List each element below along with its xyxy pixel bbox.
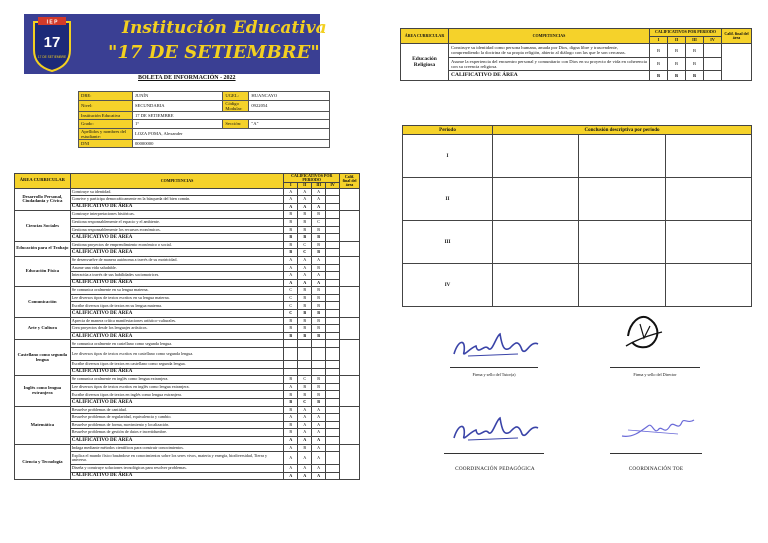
grade-cell [312,348,326,361]
competency-row [15,340,360,348]
area-name: Inglés como lengua extranjera [15,376,71,406]
codigo-value: 0922054 [249,100,330,111]
tutor-signature-icon [448,326,548,366]
grade-cell: B [298,391,312,399]
tutor-signature-line [450,367,538,368]
grade-cell: A [312,406,326,414]
grade-cell: A [312,279,326,287]
final-grade-cell [340,376,360,406]
grade-cell: C [298,376,312,384]
grade-cell: B [298,287,312,295]
grade-cell: B [284,249,298,257]
area-total-label: CALIFICATIVO DE ÁREA [70,310,284,318]
tutor-signature-label: Firma y sello del Tutor(a) [472,372,516,377]
grade-cell-empty [326,465,340,473]
grade-cell-empty [326,348,340,361]
grade-cell: B [284,325,298,333]
grade-cell-empty [326,406,340,414]
grade-cell: A [312,272,326,280]
header-period: IV [326,183,340,188]
grade-cell: B [284,421,298,429]
area-name: Castellano como segunda lengua [15,340,71,376]
grade-cell: B [284,317,298,325]
competency-text: Indaga mediante métodos científicos para construir conocimientos. [70,444,284,452]
header-period: I [284,183,298,188]
rel-header-cal: CALIFICATIVOS POR PERIODO [650,29,722,37]
grade-cell: A [284,279,298,287]
grade-cell: B [312,249,326,257]
grade-cell-empty [326,203,340,211]
area-name: Matemática [15,406,71,444]
competency-text: Lee diversos tipos de textos escritos en inglés como lengua extranjera. [70,383,284,391]
nombre-value: LOZA POMA, Alexander [133,128,330,139]
grade-cell-empty [326,429,340,437]
grade-cell [284,348,298,361]
coord-ped-signature-icon [448,410,548,450]
grade-cell-empty [326,241,340,249]
competency-text: Explica el mundo físico basándose en conocimientos sobre los seres vivos, materia y energía, biodiversidad, Tierra y universo. [70,452,284,465]
coord-toe-label: COORDINACIÓN TOE [628,466,684,472]
grade-cell: B [298,317,312,325]
grade-cell: C [284,302,298,310]
competency-text: Construye su identidad. [70,188,284,196]
seccion-value: "A" [249,120,330,129]
ugel-label: UGEL: [223,92,249,101]
grade-cell: B [298,310,312,318]
grade-cell: A [312,196,326,204]
competency-row [15,211,360,219]
rel-header-final: Calif. final del área [722,29,752,44]
nombre-label: Apellidos y nombres del estudiante: [79,128,133,139]
grade-cell-empty [326,452,340,465]
grade-cell: A [312,429,326,437]
grade-cell-empty [326,294,340,302]
area-total-label: CALIFICATIVO DE ÁREA [70,368,284,376]
grade-cell: A [312,414,326,422]
area-name: Comunicación [15,287,71,317]
rel-period: III [686,36,704,44]
grade-cell: A [284,256,298,264]
rel-comp-1: Construye su identidad como persona humana, amada por Dios, digna libre y trascendente, comprendiendo la doctrina de su propia religión, abierto al diálogo con las que le son cercanas. [449,44,650,58]
competency-text: Aprecia de manera crítica manifestaciones artístico-culturales. [70,317,284,325]
competency-text: Resuelve problemas de cantidad. [70,406,284,414]
grade-cell: B [312,302,326,310]
ugel-value: HUANCAYO [249,92,330,101]
competency-text: Asume una vida saludable. [70,264,284,272]
grade-cell-empty [326,264,340,272]
final-grade-cell [340,256,360,286]
competency-row [15,317,360,325]
conclusion-period: III [403,221,493,264]
grade-cell: B [312,325,326,333]
header-period: II [298,183,312,188]
grade-cell [312,361,326,369]
competency-row [15,256,360,264]
grade-cell: B [312,310,326,318]
grade-cell-empty [326,472,340,480]
grade-cell: B [312,211,326,219]
grade-cell-empty [326,211,340,219]
grade-cell: C [312,218,326,226]
conclusion-table [402,125,752,307]
competency-text: Crea proyectos desde los lenguajes artísticos. [70,325,284,333]
grade-cell: A [312,203,326,211]
grade-cell: A [298,203,312,211]
logo-number: 17 [43,34,61,51]
grade-cell: A [312,421,326,429]
grade-cell-empty [326,272,340,280]
grade-cell: A [312,444,326,452]
grade-cell [312,340,326,348]
grade-cell: A [312,436,326,444]
competency-text: Se comunica oralmente en su lengua materna. [70,287,284,295]
grade-cell-empty [326,226,340,234]
ie-label: Institución Educativa [79,111,133,120]
grade-cell: A [284,465,298,473]
area-name: Ciencia y Tecnología [15,444,71,480]
header-competencias: COMPETENCIAS [70,174,284,189]
student-info-table [78,91,330,148]
final-grade-cell [340,287,360,317]
conclusion-period: I [403,135,493,178]
grade-cell [298,340,312,348]
competency-row [15,188,360,196]
conclusion-header-desc: Conclusión descriptiva por periodo [493,126,752,135]
grade-cell: B [284,376,298,384]
grade-cell-empty [326,325,340,333]
grade-cell: B [312,383,326,391]
grade-cell: B [298,332,312,340]
competency-text: Resuelve problemas de gestión de datos e incertidumbre. [70,429,284,437]
coord-ped-label: COORDINACIÓN PEDAGÓGICA [455,466,535,472]
final-grade-cell [340,211,360,241]
grade-cell: C [284,310,298,318]
grade-cell: B [312,264,326,272]
grade-cell: A [284,414,298,422]
grade-cell [284,368,298,376]
grade-cell-empty [326,421,340,429]
grade-cell: A [298,188,312,196]
competency-text: Escribe diversos tipos de textos en castellano como segunda lengua. [70,361,284,369]
competency-row [15,376,360,384]
area-name: Educación Física [15,256,71,286]
rel-period: IV [704,36,722,44]
grade-cell: B [312,226,326,234]
competency-text: Escribe diversos tipos de textos en su lengua materna. [70,302,284,310]
director-signature-label: Firma y sello del Director [633,372,677,377]
grado-label: Grado: [79,120,133,129]
nivel-label: Nivel: [79,100,133,111]
dre-value: JUNÍN [133,92,223,101]
director-signature-icon [618,306,668,360]
grade-cell: A [298,452,312,465]
area-total-label: CALIFICATIVO DE ÁREA [70,249,284,257]
logo-top-text: I E P [46,19,58,26]
rel-grade: B [650,57,668,71]
final-grade-cell [340,444,360,480]
grade-cell: C [284,287,298,295]
dre-label: DRE: [79,92,133,101]
coord-toe-line [610,453,702,454]
grade-cell-empty [326,218,340,226]
grade-cell: A [298,256,312,264]
codigo-label: Código Modular: [223,100,249,111]
logo-ring-text: 17 DE SETIEMBRE [37,55,67,59]
rel-cal-label: CALIFICATIVO DE ÁREA [449,71,650,80]
grades-table [14,173,360,480]
area-total-label: CALIFICATIVO DE ÁREA [70,279,284,287]
grade-cell-empty [326,391,340,399]
competency-text: Gestiona responsablemente el espacio y el ambiente. [70,218,284,226]
area-total-label: CALIFICATIVO DE ÁREA [70,332,284,340]
grade-cell: B [284,226,298,234]
grade-cell: B [312,332,326,340]
coord-toe-signature-icon [618,412,698,446]
header-calificativos: CALIFICATIVOS POR PERIODO [284,174,340,183]
grade-cell: B [312,287,326,295]
competency-text: Resuelve problemas de forma, movimiento y localización. [70,421,284,429]
grade-cell: B [312,294,326,302]
institution-title-line1: Institución Educativa [122,18,327,38]
grade-cell-empty [326,414,340,422]
competency-row [15,241,360,249]
grade-cell: A [298,429,312,437]
grade-cell [298,368,312,376]
grade-cell-empty [326,340,340,348]
grade-cell: C [298,249,312,257]
religion-table [400,28,752,81]
grade-cell: B [284,234,298,242]
grade-cell [312,368,326,376]
grade-cell: B [284,391,298,399]
grado-value: 1° [133,120,223,129]
grade-cell: A [312,256,326,264]
grade-cell: A [298,465,312,473]
competency-text: Gestiona proyectos de emprendimiento económico o social. [70,241,284,249]
area-total-label: CALIFICATIVO DE ÁREA [70,234,284,242]
grade-cell: A [284,436,298,444]
grade-cell: C [284,294,298,302]
grade-cell: B [298,444,312,452]
competency-text: Se desenvuelve de manera autónoma a través de su motricidad. [70,256,284,264]
grade-cell: A [298,421,312,429]
grade-cell-empty [326,249,340,257]
competency-text: Interactúa a través de sus habilidades sociomotrices. [70,272,284,280]
grade-cell: C [298,241,312,249]
grade-cell: A [298,279,312,287]
grade-cell: A [298,472,312,480]
seccion-label: Sección: [223,120,249,129]
grade-cell-empty [326,383,340,391]
rel-grade: B [668,44,686,58]
grade-cell-empty [326,196,340,204]
grade-cell-empty [326,444,340,452]
grade-cell-empty [326,279,340,287]
final-grade-cell [340,406,360,444]
grade-cell [284,361,298,369]
grade-cell: B [284,399,298,407]
grade-cell: B [298,226,312,234]
rel-period: I [650,36,668,44]
grade-cell-empty [326,256,340,264]
grade-cell: A [284,444,298,452]
area-total-label: CALIFICATIVO DE ÁREA [70,203,284,211]
rel-cal-grade: B [650,71,668,80]
header-final: Calif. final del área [340,174,360,189]
dni-label: DNI [79,139,133,148]
grade-cell: A [284,188,298,196]
area-name: Arte y Cultura [15,317,71,340]
rel-cal-grade: B [686,71,704,80]
grade-cell: A [284,203,298,211]
competency-text: Se comunica oralmente en inglés como lengua extranjera. [70,376,284,384]
area-total-label: CALIFICATIVO DE ÁREA [70,436,284,444]
grade-cell: B [312,399,326,407]
competency-text: Diseña y construye soluciones tecnológicas para resolver problemas. [70,465,284,473]
rel-grade: B [686,44,704,58]
final-grade-cell [340,317,360,340]
competency-row [15,444,360,452]
area-total-label: CALIFICATIVO DE ÁREA [70,399,284,407]
conclusion-header-periodo: Periodo [403,126,493,135]
grade-cell [284,340,298,348]
area-name: Ciencias Sociales [15,211,71,241]
grade-cell-empty [326,361,340,369]
grade-cell-empty [326,436,340,444]
grade-cell: A [284,452,298,465]
grade-cell: A [284,472,298,480]
grade-cell-empty [326,302,340,310]
grade-cell-empty [326,376,340,384]
grade-cell: A [312,452,326,465]
nivel-value: SECUNDARIA [133,100,223,111]
dni-value: 00000000 [133,139,330,148]
grade-cell: B [284,406,298,414]
rel-grade: B [686,57,704,71]
area-total-label: CALIFICATIVO DE ÁREA [70,472,284,480]
rel-header-area: ÁREA CURRICULAR [401,29,449,44]
grade-cell: A [284,196,298,204]
conclusion-period: II [403,178,493,221]
grade-cell-empty [326,332,340,340]
competency-text: Construye interpretaciones históricas. [70,211,284,219]
grade-cell: A [298,414,312,422]
grade-cell: A [312,472,326,480]
competency-row [15,406,360,414]
grade-cell: B [298,294,312,302]
grade-cell: B [284,332,298,340]
grade-cell-empty [326,399,340,407]
rel-period: II [668,36,686,44]
header-area: ÁREA CURRICULAR [15,174,71,189]
competency-text: Gestiona responsablemente los recursos económicos. [70,226,284,234]
grade-cell: B [284,241,298,249]
final-grade-cell [340,241,360,256]
grade-cell [298,348,312,361]
grade-cell: A [298,436,312,444]
school-crest-logo [30,16,74,72]
grade-cell-empty [326,310,340,318]
grade-cell: B [298,325,312,333]
grade-cell: B [284,218,298,226]
grade-cell: B [298,302,312,310]
boletin-title: BOLETA DE INFORMACIÓN - 2022 [138,75,236,81]
grade-cell: B [312,241,326,249]
coord-ped-line [444,453,544,454]
area-name: Educación para el Trabajo [15,241,71,256]
competency-text: Lee diversos tipos de textos escritos en su lengua materna. [70,294,284,302]
grade-cell: A [298,406,312,414]
grade-cell-empty [326,317,340,325]
grade-cell: B [298,218,312,226]
rel-header-comp: COMPETENCIAS [449,29,650,44]
grade-cell: A [298,196,312,204]
grade-cell: B [284,429,298,437]
competency-text: Escribe diversos tipos de textos en inglés como lengua extranjera. [70,391,284,399]
grade-cell: A [312,465,326,473]
grade-cell: B [312,391,326,399]
institution-title-line2: "17 DE SETIEMBRE" [108,42,320,63]
grade-cell: A [298,264,312,272]
director-signature-line [610,367,700,368]
grade-cell: A [284,264,298,272]
rel-comp-2: Asume la experiencia del encuentro personal y comunitario con Dios en su proyecto de vida en coherencia con su creencia religiosa. [449,57,650,71]
competency-text: Convive y participa democráticamente en la búsqueda del bien común. [70,196,284,204]
grade-cell-empty [326,287,340,295]
competency-row [15,287,360,295]
grade-cell: B [312,317,326,325]
ie-value: 17 DE SETIEMBRE [133,111,330,120]
grade-cell: A [312,188,326,196]
grade-cell: A [284,383,298,391]
grade-cell: B [298,383,312,391]
rel-area-name: Educación Religiosa [401,44,449,80]
grade-cell: B [312,376,326,384]
rel-grade: B [668,57,686,71]
grade-cell [298,361,312,369]
header-period: III [312,183,326,188]
grade-cell-empty [326,234,340,242]
grade-cell: B [298,211,312,219]
grade-cell: A [284,272,298,280]
competency-text: Resuelve problemas de regularidad, equivalencia y cambio. [70,414,284,422]
rel-grade: B [650,44,668,58]
rel-cal-grade: B [668,71,686,80]
competency-text: Se comunica oralmente en castellano como segunda lengua. [70,340,284,348]
grade-cell-empty [326,188,340,196]
grade-cell: C [298,399,312,407]
conclusion-period: IV [403,264,493,307]
grade-cell: B [284,211,298,219]
final-grade-cell [340,188,360,211]
final-grade-cell [340,340,360,376]
competency-text: Lee diversos tipos de textos escritos en castellano como segunda lengua. [70,348,284,361]
grade-cell: B [298,234,312,242]
grade-cell-empty [326,368,340,376]
area-name: Desarrollo Personal, Ciudadanía y Cívica [15,188,71,211]
grade-cell: A [298,272,312,280]
grade-cell: B [312,234,326,242]
